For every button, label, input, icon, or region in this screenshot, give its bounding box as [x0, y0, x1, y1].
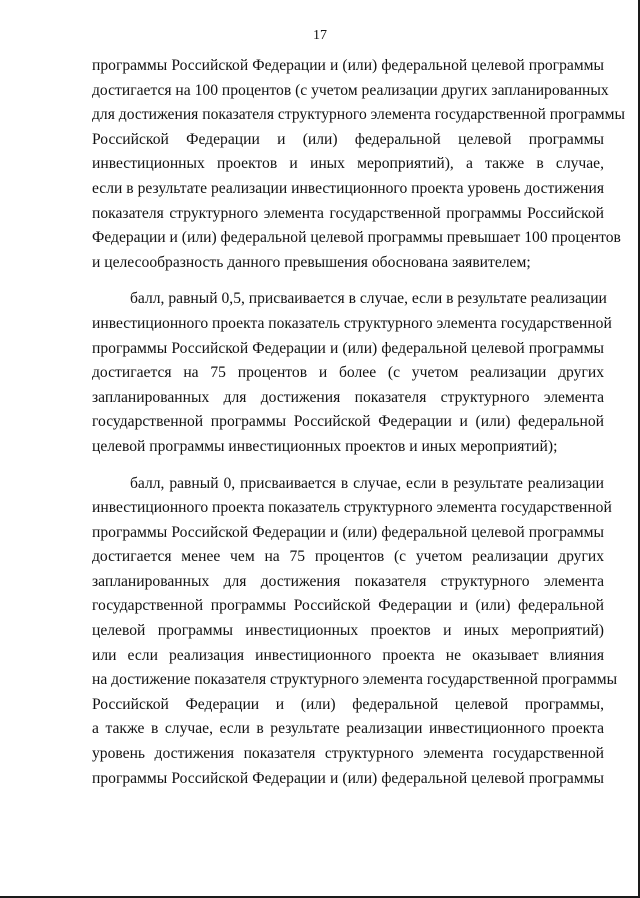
text-line: если в результате реализации инвестиционного проекта уровень достижения [92, 179, 604, 197]
text-line: программы Российской Федерации и (или) федеральной целевой программы [92, 769, 604, 787]
paragraph-spacer [92, 460, 604, 472]
text-line: а также в случае, если в результате реализации инвестиционного проекта [92, 720, 604, 738]
text-line: уровень достижения показателя структурного элемента государственной [92, 745, 604, 763]
document-body [92, 54, 626, 791]
text-line: и целесообразность данного превышения обоснована заявителем; [92, 253, 531, 271]
text-line: балл, равный 0, присваивается в случае, если в результате реализации [130, 474, 604, 492]
text-line: инвестиционных проектов и иных мероприятий), а также в случае, [92, 155, 604, 173]
text-line: государственной программы Российской Федерации и (или) федеральной [92, 413, 604, 431]
paragraph-spacer [92, 275, 604, 287]
text-line: программы Российской Федерации и (или) федеральной целевой программы [92, 523, 604, 541]
text-line: или если реализация инвестиционного проекта не оказывает влияния [92, 646, 604, 664]
text-line: Федерации и (или) федеральной целевой программы превышает 100 процентов [92, 229, 621, 247]
text-line: запланированных для достижения показателя структурного элемента [92, 388, 604, 406]
paragraph-continuation [92, 54, 626, 275]
text-line: достигается менее чем на 75 процентов (с учетом реализации других [92, 548, 604, 566]
text-line: запланированных для достижения показателя структурного элемента [92, 572, 604, 590]
text-line: Российской Федерации и (или) федеральной целевой программы, [92, 695, 604, 713]
paragraph-score-zero [92, 472, 618, 792]
text-line: достигается на 100 процентов (с учетом реализации других запланированных [92, 81, 609, 99]
text-line: программы Российской Федерации и (или) федеральной целевой программы [92, 57, 604, 74]
text-line: программы Российской Федерации и (или) федеральной целевой программы [92, 339, 604, 357]
text-line: государственной программы Российской Федерации и (или) федеральной [92, 597, 604, 615]
paragraph-score-half [92, 287, 612, 459]
page-number: 17 [313, 28, 327, 43]
text-line: инвестиционного проекта показатель структурного элемента государственной [92, 499, 612, 517]
text-line: показателя структурного элемента государственной программы Российской [92, 204, 604, 222]
text-line: инвестиционного проекта показатель структурного элемента государственной [92, 314, 612, 332]
text-line: Российской Федерации и (или) федеральной целевой программы [92, 130, 604, 148]
text-line: целевой программы инвестиционных проектов и иных мероприятий) [92, 622, 604, 640]
text-line: достигается на 75 процентов и более (с учетом реализации других [92, 364, 604, 382]
text-line: для достижения показателя структурного элемента государственной программы [92, 106, 626, 124]
text-line: целевой программы инвестиционных проектов и иных мероприятий); [92, 437, 558, 455]
text-line: балл, равный 0,5, присваивается в случае, если в результате реализации [130, 290, 607, 308]
text-line: на достижение показателя структурного элемента государственной программы [92, 671, 618, 689]
